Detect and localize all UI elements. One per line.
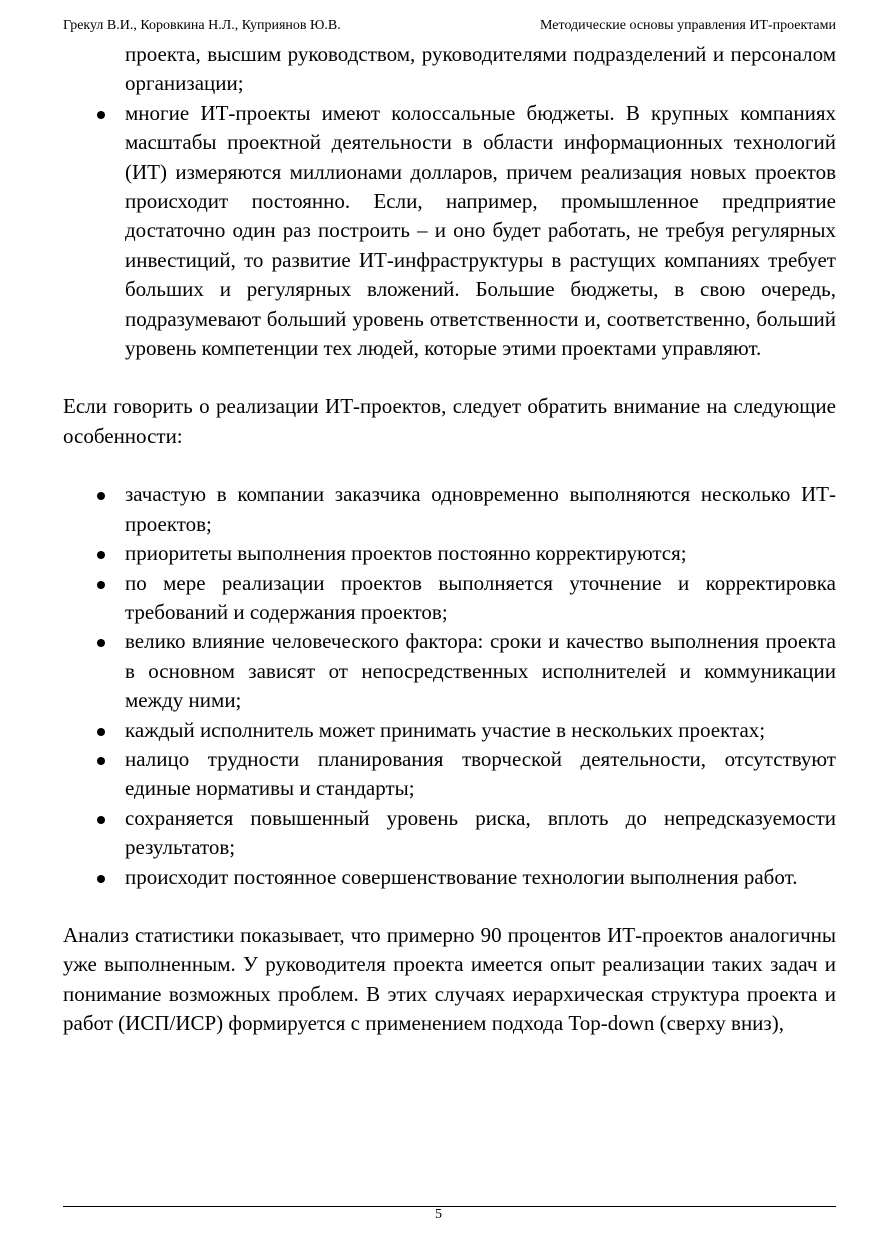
list-item-text: многие ИТ-проекты имеют колоссальные бюджеты. В крупных компаниях масштабы проектной деятельности в области информационных технологий (ИТ) измеряются миллионами долларов, причем реализация новых проектов происходит постоянно. Если, например, промышленное предприятие достаточно один раз построить – и оно будет работать, не требуя регулярных инвестиций, то развитие ИТ-инфраструктуры в растущих компаниях требует больших и регулярных вложений. Большие бюджеты, в свою очередь, подразумевают больший уровень ответственности и, соответственно, больший уровень компетенции тех людей, которые этими проектами управляют. — [125, 100, 836, 361]
header-authors: Грекул В.И., Коровкина Н.Л., Куприянов Ю.В. — [63, 18, 341, 33]
bullet-icon — [97, 639, 105, 647]
header-book-title: Методические основы управления ИТ-проектами — [540, 18, 836, 33]
list-item-continued — [63, 40, 836, 99]
list-item — [63, 745, 836, 804]
page-body — [63, 40, 836, 1039]
bullet-icon — [97, 757, 105, 765]
paragraph-intro-features: Если говорить о реализации ИТ-проектов, следует обратить внимание на следующие особенности: — [63, 394, 836, 448]
list-item — [63, 716, 836, 745]
bullet-list-top — [63, 40, 836, 363]
list-item-text: сохраняется повышенный уровень риска, вплоть до непредсказуемости результатов; — [125, 805, 836, 860]
list-item-text: приоритеты выполнения проектов постоянно корректируются; — [125, 541, 687, 566]
list-item — [63, 627, 836, 715]
list-item — [63, 480, 836, 539]
list-item-text: зачастую в компании заказчика одновременно выполняются несколько ИТ-проектов; — [125, 482, 836, 536]
page-number: 5 — [435, 1207, 442, 1222]
list-item — [63, 804, 836, 863]
list-item-text: по мере реализации проектов выполняется уточнение и корректировка требований и содержания проектов; — [125, 570, 836, 624]
list-item-text: проекта, высшим руководством, руководителями подразделений и персоналом организации; — [125, 42, 836, 96]
bullet-icon — [97, 111, 105, 119]
list-item — [63, 99, 836, 364]
list-item — [63, 863, 836, 892]
list-item-text: каждый исполнитель может принимать участие в нескольких проектах; — [125, 717, 766, 742]
paragraph-statistics: Анализ статистики показывает, что примерно 90 процентов ИТ-проектов аналогичны уже выполненным. У руководителя проекта имеется опыт реализации таких задач и понимание возможных проблем. В этих случаях иерархическая структура проекта и работ (ИСП/ИСР) формируется с применением подхода Top-down (сверху вниз), — [63, 922, 836, 1036]
bullet-icon — [97, 581, 105, 589]
bullet-list-features — [63, 480, 836, 892]
page-header — [63, 16, 836, 36]
list-item-text: налицо трудности планирования творческой деятельности, отсутствуют единые нормативы и стандарты; — [125, 746, 836, 801]
bullet-icon — [97, 875, 105, 883]
list-item — [63, 569, 836, 628]
list-item-text: происходит постоянное совершенствование технологии выполнения работ. — [125, 864, 798, 889]
bullet-icon — [97, 551, 105, 559]
bullet-icon — [97, 816, 105, 824]
list-item-text: велико влияние человеческого фактора: сроки и качество выполнения проекта в основном зависят от непосредственных исполнителей и коммуникации между ними; — [125, 629, 836, 713]
bullet-icon — [97, 492, 105, 500]
list-item — [63, 539, 836, 568]
bullet-icon — [97, 728, 105, 736]
